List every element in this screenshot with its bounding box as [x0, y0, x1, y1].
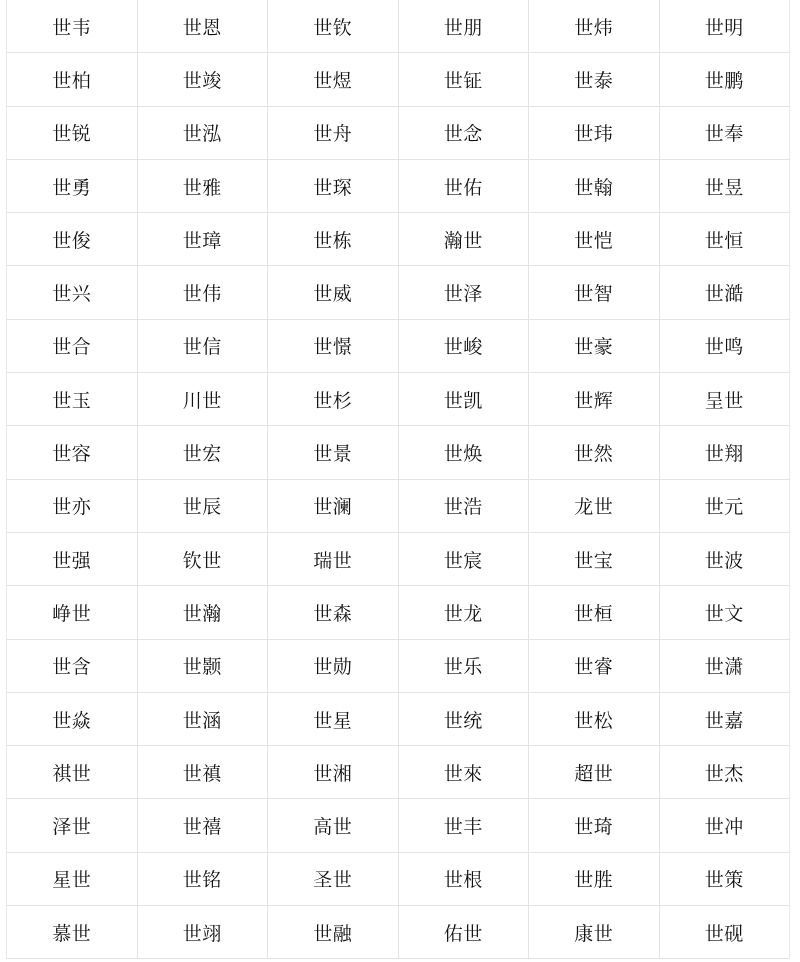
- name-cell: 世辉: [529, 373, 660, 426]
- table-row: [7, 159, 790, 212]
- name-cell: 祺世: [7, 746, 138, 799]
- table-row: [7, 586, 790, 639]
- table-row: [7, 53, 790, 106]
- name-cell: 世亦: [7, 479, 138, 532]
- name-cell: 世龙: [398, 586, 529, 639]
- name-cell: 世雅: [137, 159, 268, 212]
- name-cell: 瑞世: [268, 532, 399, 585]
- name-cell: 世宸: [398, 532, 529, 585]
- name-cell: 世睿: [529, 639, 660, 692]
- name-cell: 世焱: [7, 692, 138, 745]
- name-cell: 世豪: [529, 319, 660, 372]
- name-cell: 世禛: [137, 746, 268, 799]
- name-cell: 世念: [398, 106, 529, 159]
- name-cell: 世根: [398, 852, 529, 905]
- name-cell: 世凯: [398, 373, 529, 426]
- name-cell: 慕世: [7, 906, 138, 959]
- name-table: [6, 0, 790, 959]
- name-cell: 世翔: [659, 426, 790, 479]
- name-cell: 世嘉: [659, 692, 790, 745]
- name-cell: 泽世: [7, 799, 138, 852]
- table-row: [7, 106, 790, 159]
- name-cell: 世憬: [268, 319, 399, 372]
- name-cell: 世湘: [268, 746, 399, 799]
- name-cell: 世勇: [7, 159, 138, 212]
- name-table-body: [7, 0, 790, 959]
- name-cell: 世含: [7, 639, 138, 692]
- name-cell: 世钦: [268, 0, 399, 53]
- name-cell: 世森: [268, 586, 399, 639]
- name-cell: 峥世: [7, 586, 138, 639]
- name-cell: 世砚: [659, 906, 790, 959]
- name-cell: 世佑: [398, 159, 529, 212]
- name-cell: 世澜: [268, 479, 399, 532]
- name-cell: 超世: [529, 746, 660, 799]
- name-cell: 世瀚: [137, 586, 268, 639]
- name-cell: 世澔: [659, 266, 790, 319]
- name-cell: 世朋: [398, 0, 529, 53]
- name-cell: 世融: [268, 906, 399, 959]
- name-cell: 世强: [7, 532, 138, 585]
- name-cell: 世泽: [398, 266, 529, 319]
- name-cell: 世舟: [268, 106, 399, 159]
- name-cell: 世韦: [7, 0, 138, 53]
- name-cell: 世杰: [659, 746, 790, 799]
- name-cell: 世恺: [529, 213, 660, 266]
- name-cell: 世鹏: [659, 53, 790, 106]
- name-cell: 世合: [7, 319, 138, 372]
- name-cell: 世禧: [137, 799, 268, 852]
- name-cell: 星世: [7, 852, 138, 905]
- name-cell: 世星: [268, 692, 399, 745]
- table-row: [7, 0, 790, 53]
- table-row: [7, 532, 790, 585]
- name-cell: 世翰: [529, 159, 660, 212]
- table-row: [7, 639, 790, 692]
- name-cell: 世策: [659, 852, 790, 905]
- name-cell: 世勋: [268, 639, 399, 692]
- name-cell: 瀚世: [398, 213, 529, 266]
- name-cell: 川世: [137, 373, 268, 426]
- name-cell: 世冲: [659, 799, 790, 852]
- name-cell: 呈世: [659, 373, 790, 426]
- name-cell: 世栋: [268, 213, 399, 266]
- name-cell: 高世: [268, 799, 399, 852]
- name-cell: 世宝: [529, 532, 660, 585]
- name-cell: 世统: [398, 692, 529, 745]
- name-cell: 世恩: [137, 0, 268, 53]
- table-row: [7, 479, 790, 532]
- table-row: [7, 319, 790, 372]
- name-cell: 世泰: [529, 53, 660, 106]
- name-cell: 世丰: [398, 799, 529, 852]
- name-cell: 世信: [137, 319, 268, 372]
- name-cell: 佑世: [398, 906, 529, 959]
- name-cell: 世玉: [7, 373, 138, 426]
- table-row: [7, 852, 790, 905]
- name-cell: 世潇: [659, 639, 790, 692]
- name-cell: 世奉: [659, 106, 790, 159]
- name-cell: 世松: [529, 692, 660, 745]
- table-row: [7, 213, 790, 266]
- name-cell: 世煜: [268, 53, 399, 106]
- name-cell: 圣世: [268, 852, 399, 905]
- name-cell: 世胜: [529, 852, 660, 905]
- name-cell: 世景: [268, 426, 399, 479]
- table-row: [7, 906, 790, 959]
- name-cell: 世竣: [137, 53, 268, 106]
- name-cell: 世元: [659, 479, 790, 532]
- name-cell: 世钲: [398, 53, 529, 106]
- name-cell: 世鸣: [659, 319, 790, 372]
- name-cell: 世辰: [137, 479, 268, 532]
- name-cell: 世琦: [529, 799, 660, 852]
- name-cell: 世智: [529, 266, 660, 319]
- name-cell: 龙世: [529, 479, 660, 532]
- name-cell: 康世: [529, 906, 660, 959]
- name-cell: 世乐: [398, 639, 529, 692]
- name-cell: 世容: [7, 426, 138, 479]
- table-row: [7, 799, 790, 852]
- name-cell: 世來: [398, 746, 529, 799]
- name-cell: 世兴: [7, 266, 138, 319]
- name-cell: 世昱: [659, 159, 790, 212]
- name-cell: 世璋: [137, 213, 268, 266]
- name-cell: 世文: [659, 586, 790, 639]
- table-row: [7, 692, 790, 745]
- name-cell: 世铭: [137, 852, 268, 905]
- name-cell: 世波: [659, 532, 790, 585]
- name-cell: 世锐: [7, 106, 138, 159]
- name-cell: 世恒: [659, 213, 790, 266]
- name-cell: 世焕: [398, 426, 529, 479]
- name-cell: 世峻: [398, 319, 529, 372]
- name-cell: 世俊: [7, 213, 138, 266]
- name-cell: 世伟: [137, 266, 268, 319]
- name-cell: 世威: [268, 266, 399, 319]
- name-cell: 世桓: [529, 586, 660, 639]
- name-cell: 世琛: [268, 159, 399, 212]
- name-cell: 世泓: [137, 106, 268, 159]
- table-row: [7, 266, 790, 319]
- name-cell: 世宏: [137, 426, 268, 479]
- name-cell: 世炜: [529, 0, 660, 53]
- name-cell: 世明: [659, 0, 790, 53]
- name-cell: 世然: [529, 426, 660, 479]
- name-cell: 世杉: [268, 373, 399, 426]
- name-cell: 世玮: [529, 106, 660, 159]
- name-cell: 世柏: [7, 53, 138, 106]
- name-cell: 钦世: [137, 532, 268, 585]
- name-cell: 世涵: [137, 692, 268, 745]
- name-cell: 世浩: [398, 479, 529, 532]
- table-row: [7, 746, 790, 799]
- table-row: [7, 373, 790, 426]
- table-row: [7, 426, 790, 479]
- name-cell: 世翊: [137, 906, 268, 959]
- name-cell: 世颢: [137, 639, 268, 692]
